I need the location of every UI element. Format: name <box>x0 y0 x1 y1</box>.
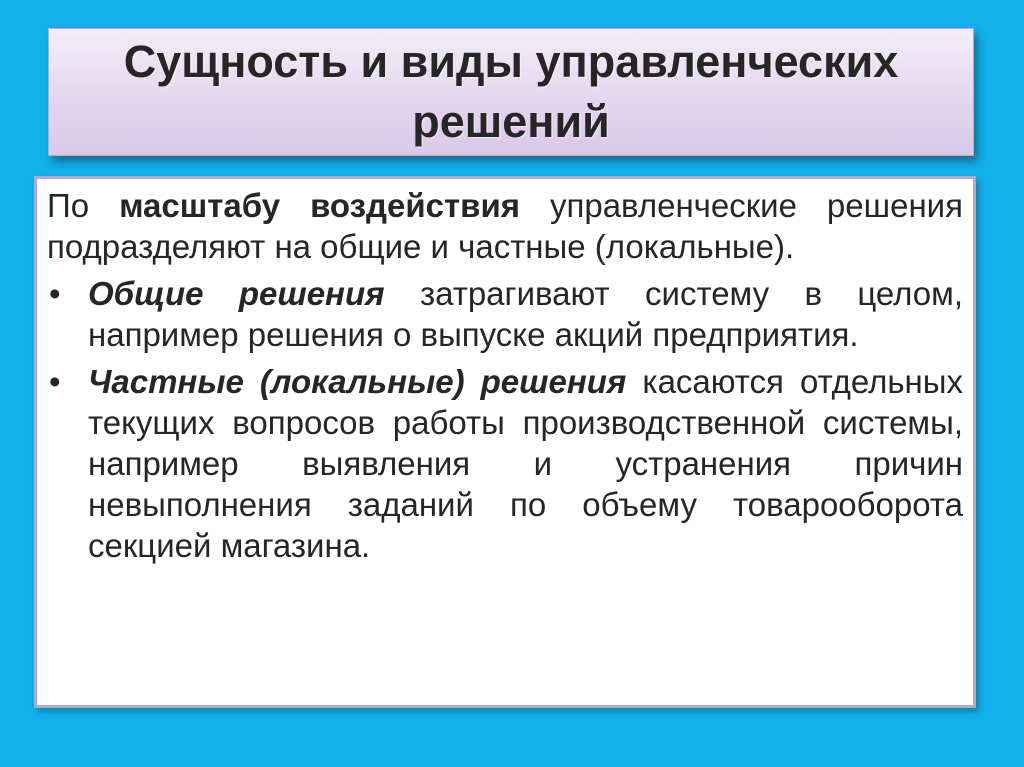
bullet-text: затрагивают систему в целом, например решения о выпуске акций предприятия. <box>88 275 964 353</box>
intro-after: управленческие решения подразделяют на общие и частные (локальные). <box>47 187 963 265</box>
bullet-local-decisions <box>47 361 963 566</box>
intro-before: По <box>47 187 90 224</box>
intro-emphasis: масштабу воздействия <box>119 187 520 224</box>
bullet-marker: • <box>49 275 61 312</box>
bullet-text: касаются отдельных текущих вопросов работы производственной системы, например выявления и устранения причин невыполнения заданий по объему товарооборота секцией магазина. <box>88 363 963 564</box>
content-text <box>47 185 963 566</box>
title-box <box>48 28 974 156</box>
slide-title: Сущность и виды управленческих решений <box>123 36 899 147</box>
content-box <box>34 176 976 708</box>
bullet-term: Общие решения <box>88 275 385 312</box>
bullet-marker: • <box>49 363 61 400</box>
bullet-term: Частные (локальные) решения <box>88 363 627 400</box>
bullet-list <box>47 273 963 566</box>
intro-paragraph <box>47 185 963 267</box>
bullet-general-decisions <box>47 273 963 355</box>
